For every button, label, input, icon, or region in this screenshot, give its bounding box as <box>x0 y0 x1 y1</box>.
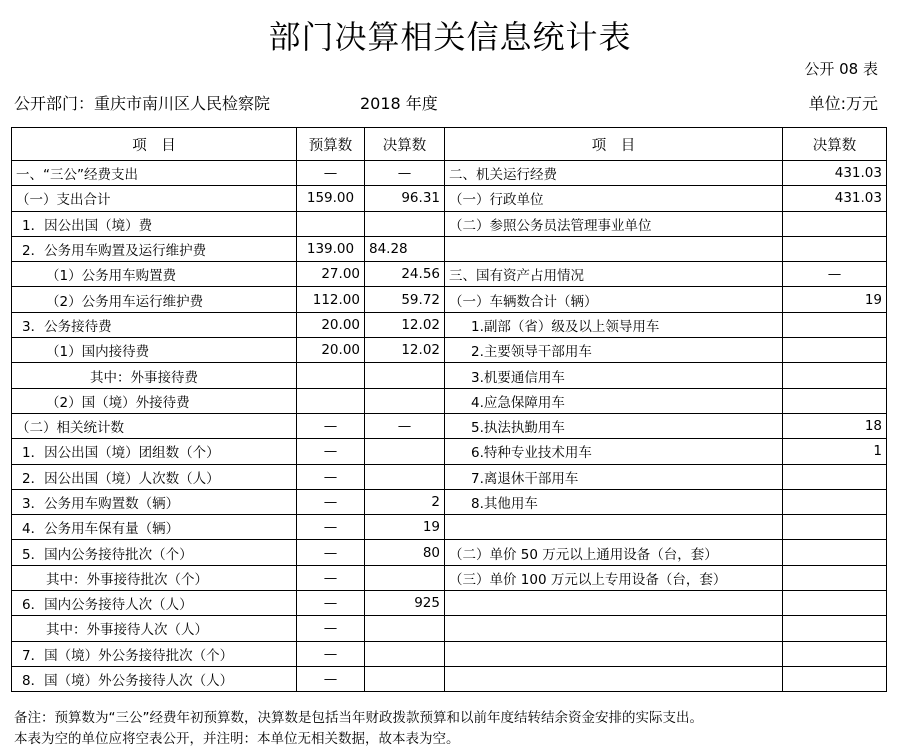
row-item-left: （二）相关统计数 <box>12 413 297 438</box>
stats-table <box>11 127 887 692</box>
header-final-right: 决算数 <box>783 128 887 161</box>
row-final-right: 19 <box>783 287 887 312</box>
table-row <box>12 464 887 489</box>
row-item-left: （2）国（境）外接待费 <box>12 388 297 413</box>
meta-row <box>14 91 878 115</box>
row-final: 24.56 <box>365 262 445 287</box>
row-item-right <box>445 666 783 691</box>
row-final-right <box>783 464 887 489</box>
row-final: 96.31 <box>365 186 445 211</box>
row-final-right <box>783 540 887 565</box>
footnotes <box>14 708 703 750</box>
row-final <box>365 464 445 489</box>
row-budget: — <box>297 515 365 540</box>
table-row <box>12 161 887 186</box>
row-budget: — <box>297 666 365 691</box>
row-final: 12.02 <box>365 312 445 337</box>
row-budget: — <box>297 413 365 438</box>
row-budget: 27.00 <box>297 262 365 287</box>
table-row <box>12 211 887 236</box>
table-row <box>12 641 887 666</box>
row-item-right: （一）车辆数合计（辆） <box>445 287 783 312</box>
footnote-remark: 备注：预算数为“三公”经费年初预算数，决算数是包括当年财政拨款预算和以前年度结转结余资金安排的实际支出。 <box>14 710 703 726</box>
row-item-right <box>445 236 783 261</box>
row-item-right: 7.离退休干部用车 <box>445 464 783 489</box>
department-label: 公开部门：重庆市南川区人民检察院 <box>14 94 271 113</box>
row-final-right <box>783 211 887 236</box>
form-number: 公开 08 表 <box>804 60 878 78</box>
table-row <box>12 489 887 514</box>
row-item-left: 2．因公出国（境）人次数（人） <box>12 464 297 489</box>
row-final: 19 <box>365 515 445 540</box>
row-final-right <box>783 312 887 337</box>
row-final-right <box>783 363 887 388</box>
row-item-left: 7．国（境）外公务接待批次（个） <box>12 641 297 666</box>
header-item-left: 项 目 <box>12 128 297 161</box>
table-row <box>12 186 887 211</box>
table-row <box>12 565 887 590</box>
table-row <box>12 338 887 363</box>
row-budget: — <box>297 616 365 641</box>
row-budget <box>297 211 365 236</box>
row-item-left: 一、“三公”经费支出 <box>12 161 297 186</box>
row-final <box>365 616 445 641</box>
row-item-left: （一）支出合计 <box>12 186 297 211</box>
header-final-left: 决算数 <box>365 128 445 161</box>
table-row <box>12 666 887 691</box>
row-item-left: 其中：外事接待人次（人） <box>12 616 297 641</box>
row-final-right: 431.03 <box>783 161 887 186</box>
row-final-right <box>783 591 887 616</box>
row-budget: — <box>297 439 365 464</box>
row-budget: — <box>297 641 365 666</box>
row-budget: — <box>297 489 365 514</box>
table-row <box>12 515 887 540</box>
row-item-left: （2）公务用车运行维护费 <box>12 287 297 312</box>
row-item-left: （1）公务用车购置费 <box>12 262 297 287</box>
row-item-left: 2．公务用车购置及运行维护费 <box>12 236 297 261</box>
row-final: 59.72 <box>365 287 445 312</box>
table-row <box>12 388 887 413</box>
row-final <box>365 666 445 691</box>
row-final: — <box>365 413 445 438</box>
row-item-left: 8．国（境）外公务接待人次（人） <box>12 666 297 691</box>
row-final: 12.02 <box>365 338 445 363</box>
row-item-right: 8.其他用车 <box>445 489 783 514</box>
row-budget <box>297 388 365 413</box>
row-final-right <box>783 616 887 641</box>
row-budget: 139.00 <box>297 236 365 261</box>
footnote-empty-table: 本表为空的单位应将空表公开，并注明：本单位无相关数据，故本表为空。 <box>14 731 460 747</box>
table-header-row <box>12 128 887 161</box>
row-item-right: 6.特种专业技术用车 <box>445 439 783 464</box>
table-row <box>12 540 887 565</box>
table-row <box>12 312 887 337</box>
row-item-left: 1．因公出国（境）团组数（个） <box>12 439 297 464</box>
row-item-right <box>445 641 783 666</box>
row-budget: — <box>297 161 365 186</box>
row-final <box>365 641 445 666</box>
unit-label: 单位:万元 <box>808 94 878 113</box>
table-row <box>12 262 887 287</box>
page-title: 部门决算相关信息统计表 <box>268 18 632 56</box>
header-budget: 预算数 <box>297 128 365 161</box>
row-item-right: 5.执法执勤用车 <box>445 413 783 438</box>
table-row <box>12 616 887 641</box>
row-final <box>365 439 445 464</box>
row-item-right: 4.应急保障用车 <box>445 388 783 413</box>
row-final-right <box>783 515 887 540</box>
row-item-left: 其中：外事接待费 <box>12 363 297 388</box>
row-item-right <box>445 515 783 540</box>
row-item-left: 3．公务用车购置数（辆） <box>12 489 297 514</box>
row-item-left: 3．公务接待费 <box>12 312 297 337</box>
row-item-left: （1）国内接待费 <box>12 338 297 363</box>
row-final: — <box>365 161 445 186</box>
row-item-left: 1．因公出国（境）费 <box>12 211 297 236</box>
row-item-right: 2.主要领导干部用车 <box>445 338 783 363</box>
row-final: 80 <box>365 540 445 565</box>
row-final-right <box>783 489 887 514</box>
row-budget: — <box>297 464 365 489</box>
row-final-right <box>783 338 887 363</box>
row-final-right: 1 <box>783 439 887 464</box>
row-budget <box>297 363 365 388</box>
row-final: 84.28 <box>365 236 445 261</box>
row-final-right <box>783 666 887 691</box>
row-final-right <box>783 641 887 666</box>
row-item-right: （二）参照公务员法管理事业单位 <box>445 211 783 236</box>
table-row <box>12 363 887 388</box>
table-row <box>12 236 887 261</box>
row-item-right <box>445 616 783 641</box>
row-budget: 112.00 <box>297 287 365 312</box>
row-budget: 159.00 <box>297 186 365 211</box>
row-budget: — <box>297 591 365 616</box>
row-item-right: （二）单价 50 万元以上通用设备（台，套） <box>445 540 783 565</box>
row-final-right <box>783 388 887 413</box>
row-item-left: 4．公务用车保有量（辆） <box>12 515 297 540</box>
table-row <box>12 439 887 464</box>
row-final-right: 431.03 <box>783 186 887 211</box>
fiscal-year: 2018 年度 <box>360 94 438 113</box>
row-budget: 20.00 <box>297 338 365 363</box>
row-item-left: 5．国内公务接待批次（个） <box>12 540 297 565</box>
row-final <box>365 388 445 413</box>
row-final-right <box>783 236 887 261</box>
table-row <box>12 591 887 616</box>
row-budget: — <box>297 540 365 565</box>
row-final-right: — <box>783 262 887 287</box>
row-final-right <box>783 565 887 590</box>
table-row <box>12 413 887 438</box>
row-final <box>365 211 445 236</box>
row-item-right <box>445 591 783 616</box>
table-row <box>12 287 887 312</box>
row-budget: 20.00 <box>297 312 365 337</box>
row-item-right: （一）行政单位 <box>445 186 783 211</box>
row-final-right: 18 <box>783 413 887 438</box>
row-budget: — <box>297 565 365 590</box>
row-item-right: 三、国有资产占用情况 <box>445 262 783 287</box>
row-final: 2 <box>365 489 445 514</box>
row-item-right: 二、机关运行经费 <box>445 161 783 186</box>
row-item-right: 3.机要通信用车 <box>445 363 783 388</box>
row-item-right: 1.副部（省）级及以上领导用车 <box>445 312 783 337</box>
row-item-left: 6．国内公务接待人次（人） <box>12 591 297 616</box>
row-item-right: （三）单价 100 万元以上专用设备（台，套） <box>445 565 783 590</box>
row-final: 925 <box>365 591 445 616</box>
header-item-right: 项 目 <box>445 128 783 161</box>
row-final <box>365 565 445 590</box>
row-final <box>365 363 445 388</box>
row-item-left: 其中：外事接待批次（个） <box>12 565 297 590</box>
